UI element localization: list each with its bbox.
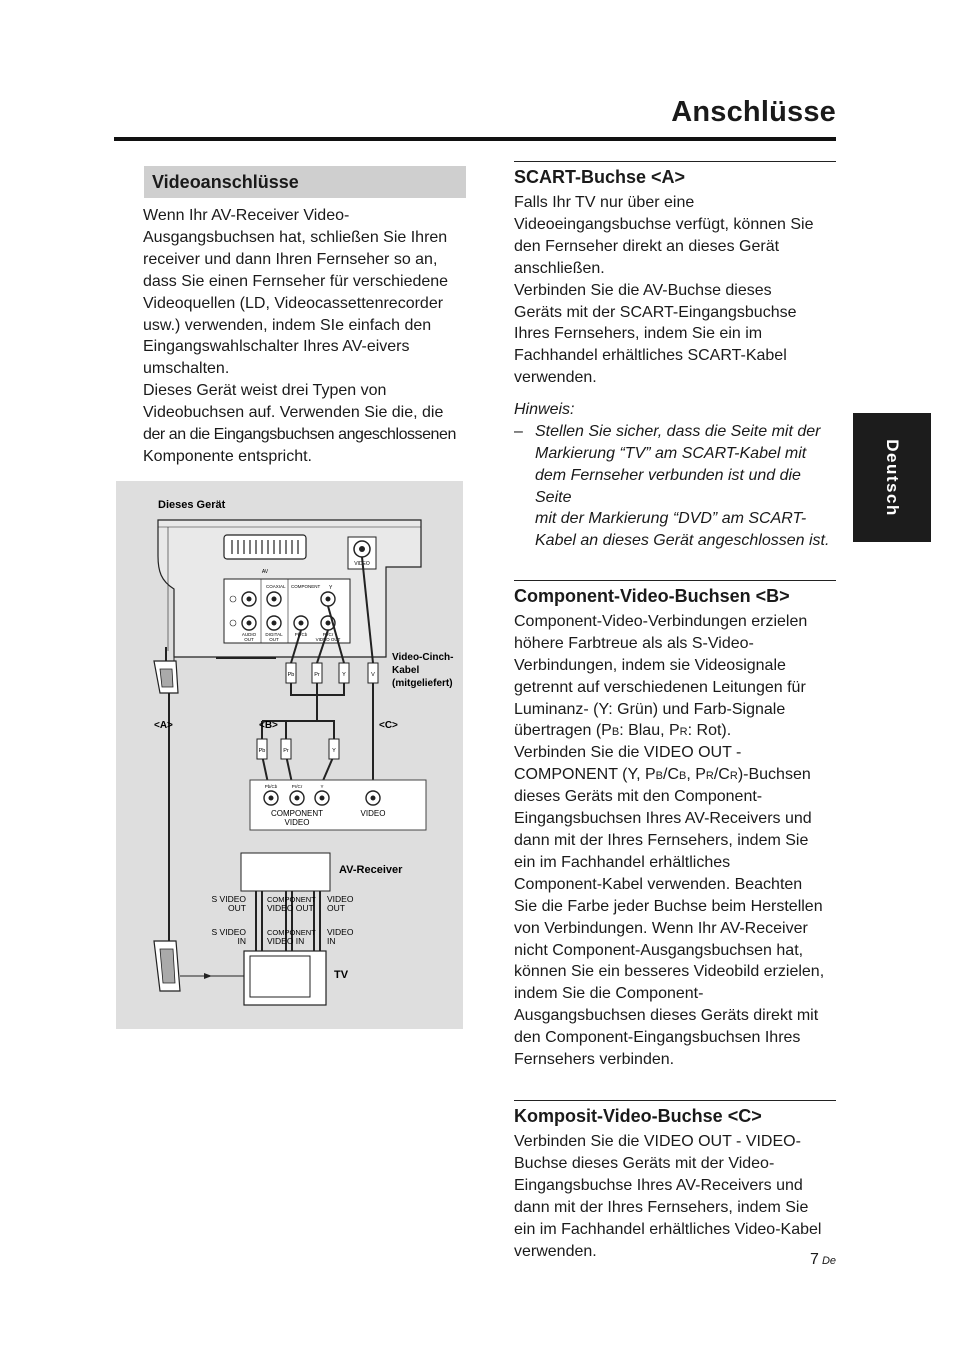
- text-line: Luminanz- (Y: Grün) und Farb-Signale: [514, 700, 786, 718]
- text-line: receiver und dann Ihren Fernseher so an,: [143, 250, 438, 268]
- language-tab-label: Deutsch: [883, 438, 902, 517]
- plug-label: Pb: [287, 672, 295, 678]
- text-line: den Fernseher direkt an dieses Gerät: [514, 237, 780, 255]
- receiver-pr-label: Pr/Cr: [291, 784, 303, 789]
- pb-cb-label: Pb/Cb: [294, 632, 308, 637]
- receiver-pb-label: Pb/Cb: [264, 784, 278, 789]
- cinch-plugs: [286, 663, 378, 683]
- text-line: Komponente entspricht.: [143, 447, 312, 465]
- section-heading-video: Videoanschlüsse: [144, 166, 466, 198]
- text-line: Ausgangsbuchsen dieses Geräts direkt mit: [514, 1007, 819, 1025]
- component-y-label: Y: [329, 585, 333, 591]
- text-line: Falls Ihr TV nur über eine: [514, 194, 695, 211]
- left-column: [143, 166, 466, 468]
- note-dash: –: [514, 423, 523, 441]
- page-title: Anschlüsse: [671, 96, 836, 128]
- section-heading-scart: SCART-Buchse <A>: [514, 167, 686, 187]
- text-line: Component-Video-Verbindungen erzielen: [514, 612, 808, 630]
- text-line: Videoeingangsbuchse verfügt, können Sie: [514, 215, 814, 233]
- section-rule: [514, 161, 836, 162]
- video-intro-text: [143, 205, 466, 468]
- section-scart: [514, 161, 836, 552]
- section-heading-composite: Komposit-Video-Buchse <C>: [514, 1105, 762, 1126]
- av-socket-label: AV: [261, 569, 269, 575]
- text-line: Markierung “TV” am SCART-Kabel mit: [535, 444, 807, 462]
- digital-out-label: OUT: [269, 637, 279, 642]
- text-line: den Component-Eingangsbuchsen Ihres: [514, 1029, 801, 1047]
- text-line: Buchse dieses Geräts mit der Video-: [514, 1154, 775, 1172]
- text-line: Eingangsbuchse Ihres AV-Receivers und: [514, 1176, 803, 1194]
- composite-text: [514, 1131, 836, 1262]
- language-tab: [853, 413, 931, 542]
- scart-plug-icon: [154, 661, 178, 693]
- text-line: mit der Markierung “DVD” am SCART-: [535, 510, 807, 528]
- text-line: dem Fernseher verbunden ist und die Seite: [535, 466, 801, 506]
- text-line: Sie die Farbe jeder Buchse beim Herstellen: [514, 897, 823, 915]
- note-label: Hinweis:: [514, 401, 575, 419]
- section-heading-component: Component-Video-Buchsen <B>: [514, 585, 790, 606]
- video-in-label: VIDEO: [327, 927, 354, 937]
- scart-plug-icon: [154, 941, 180, 991]
- text-line: nicht Component-Ausgangsbuchsen hat,: [514, 941, 804, 959]
- text-line: Verbinden Sie die VIDEO OUT - VIDEO-: [514, 1132, 801, 1150]
- video-out-label: VIDEO: [327, 894, 354, 904]
- text-line: Dieses Gerät weist drei Typen von: [143, 382, 387, 400]
- text-line: Ihres Fernsehers, indem Sie ein im: [514, 325, 763, 343]
- s-video-out-label: S VIDEO: [211, 894, 246, 904]
- text-line: können Sie ein besseres Videobild erzielen,: [514, 963, 825, 981]
- component-video-in-label: COMPONENT: [267, 928, 316, 937]
- audio-out-label: OUT: [244, 637, 254, 642]
- av-receiver-label: AV-Receiver: [339, 864, 403, 876]
- text-line: Stellen Sie sicher, dass die Seite mit der: [535, 423, 821, 441]
- scart-text: [514, 192, 836, 389]
- marker-b: <B>: [259, 720, 278, 731]
- plug-label: Pr: [314, 672, 320, 678]
- audio-out-label: AUDIO: [241, 632, 257, 637]
- scart-socket-icon: [224, 535, 306, 559]
- text-line: Verbindungen, indem sie Videosignale: [514, 656, 786, 674]
- receiver-y-label: Y: [320, 784, 324, 789]
- note-item: [514, 421, 836, 552]
- plug-label: Y: [342, 672, 346, 678]
- connection-diagram: [116, 481, 463, 1029]
- right-column: [514, 161, 836, 1262]
- video-in-label: IN: [327, 936, 336, 946]
- text-line: Eingangswahlschalter Ihres AV-eivers: [143, 338, 410, 356]
- text-line: verwenden.: [514, 369, 597, 387]
- text-line: Geräts mit der SCART-Eingangsbuchse: [514, 303, 797, 321]
- cable-label: Video-Cinch-: [392, 652, 454, 663]
- plug-label: Pb: [258, 748, 266, 754]
- text-line: Kabel an dieses Gerät angeschlossen ist.: [535, 532, 830, 550]
- section-composite: [514, 1100, 836, 1262]
- text-line: usw.) verwenden, indem SIe einfach den: [143, 316, 432, 334]
- text-line: Videobuchsen auf. Verwenden Sie die, die: [143, 404, 444, 422]
- component-video-label: COMPONENT: [271, 809, 323, 818]
- pr-cr-label: Pr/Cr: [322, 632, 334, 637]
- device-label: Dieses Gerät: [158, 499, 226, 511]
- text-line: dass Sie einen Fernseher für verschiedene: [143, 272, 449, 290]
- text-line: indem Sie die Component-: [514, 985, 704, 1003]
- component-video-out-label: VIDEO OUT: [267, 903, 314, 913]
- section-component: [514, 580, 836, 1071]
- text-line: getrennt auf verschiedenen Leitungen für: [514, 678, 806, 696]
- page-lang: De: [821, 1255, 836, 1267]
- text-line: Verbinden Sie die AV-Buchse dieses: [514, 281, 772, 299]
- tv-label: TV: [334, 969, 349, 981]
- video-label: VIDEO: [360, 809, 386, 818]
- video-socket-label: VIDEO: [354, 561, 370, 567]
- text-line: Videoquellen (LD, Videocassettenrecorder: [143, 294, 444, 312]
- text-line: Wenn Ihr AV-Receiver Video-: [143, 207, 350, 224]
- section-rule: [514, 580, 836, 581]
- pr-cr-label: VIDEO OUT: [315, 637, 341, 642]
- text-line: verwenden.: [514, 1242, 597, 1260]
- s-video-in-label: IN: [237, 936, 246, 946]
- plug-label: V: [371, 672, 375, 678]
- text-line: übertragen (Pb: Blau, Pr: Rot).: [514, 722, 732, 740]
- text-line: Fernsehers verbinden.: [514, 1051, 675, 1069]
- cable-label: (mitgeliefert): [392, 678, 453, 689]
- text-line: Eingangsbuchsen Ihres AV-Receivers und: [514, 810, 812, 828]
- marker-c: <C>: [379, 720, 398, 731]
- page-number: 7 De: [810, 1251, 836, 1268]
- text-line: COMPONENT (Y, Pb/Cb, Pr/Cr)-Buchsen: [514, 766, 811, 784]
- text-line: Verbinden Sie die VIDEO OUT -: [514, 744, 742, 762]
- text-line: ein im Fachhandel erhältliches: [514, 853, 731, 871]
- component-video-label: VIDEO: [284, 818, 310, 827]
- note-text: [535, 421, 836, 552]
- plug-label: Pr: [283, 748, 289, 754]
- text-line: dann mit der Ihres Fernsehers, indem Sie: [514, 1198, 809, 1216]
- text-line: anschließen.: [514, 259, 605, 277]
- text-line: umschalten.: [143, 360, 230, 378]
- component-text: [514, 611, 836, 1071]
- digital-out-label: DIGITAL: [265, 632, 283, 637]
- coaxial-label: COAXIAL: [266, 584, 286, 589]
- text-line: Fachhandel erhältliches SCART-Kabel: [514, 347, 787, 365]
- section-rule: [514, 1100, 836, 1101]
- tv-icon: [244, 951, 326, 1005]
- cable-label: Kabel: [392, 665, 420, 676]
- s-video-in-label: S VIDEO: [211, 927, 246, 937]
- text-line: der an die Eingangsbuchsen angeschlossenen: [143, 426, 456, 444]
- video-out-label: OUT: [327, 903, 345, 913]
- text-line: von Verbindungen. Wenn Ihr AV-Receiver: [514, 919, 808, 937]
- component-video-out-label: COMPONENT: [267, 895, 316, 904]
- component-label: COMPONENT: [291, 584, 321, 589]
- component-video-in-label: VIDEO IN: [267, 936, 305, 946]
- text-line: dieses Geräts mit den Component-: [514, 788, 763, 806]
- s-video-out-label: OUT: [228, 903, 246, 913]
- text-line: ein im Fachhandel erhältliches Video-Kabel: [514, 1220, 822, 1238]
- text-line: dann mit der Ihres Fernsehers, indem Sie: [514, 832, 809, 849]
- text-line: höhere Farbtreue als als S-Video-: [514, 634, 754, 652]
- av-receiver-box: [241, 853, 330, 891]
- title-rule: [114, 137, 836, 141]
- text-line: Component-Kabel verwenden. Beachten: [514, 875, 803, 893]
- text-line: Ausgangsbuchsen hat, schließen Sie Ihren: [143, 228, 448, 246]
- plug-label: Y: [332, 748, 336, 754]
- marker-a: <A>: [154, 720, 173, 731]
